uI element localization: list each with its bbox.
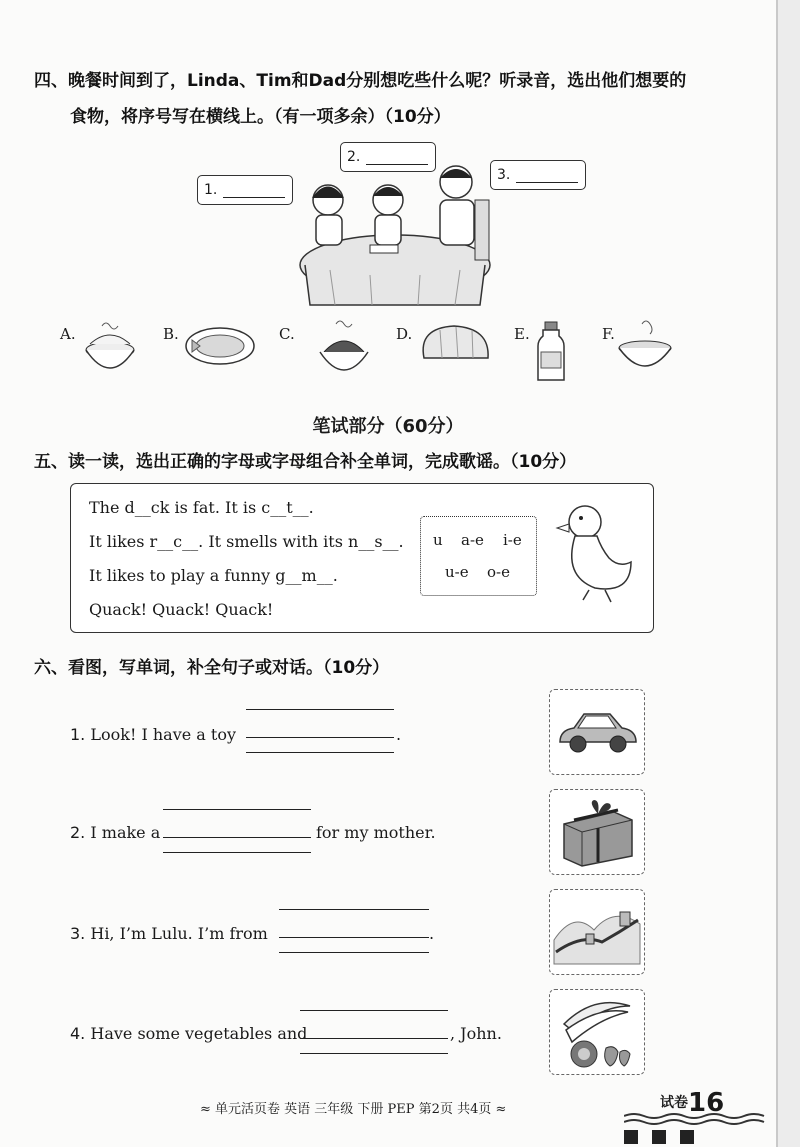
choice-u[interactable]: u: [433, 531, 443, 549]
bread-icon: [418, 318, 494, 370]
great-wall-picture: [549, 889, 645, 975]
gift-box-picture: [549, 789, 645, 875]
answer-bubble-3: [490, 160, 586, 190]
rhyme-line-2: It likes r__c__. It smells with its n__s__.: [89, 532, 404, 551]
question-1: [70, 725, 236, 744]
option-b-label: B.: [163, 325, 179, 343]
section4-heading-line2: 食物，将序号写在横线上。（有一项多余）（10分）: [70, 107, 451, 127]
choice-a-e[interactable]: a-e: [461, 531, 484, 549]
fruit-icon: [550, 990, 644, 1074]
written-part-title: 笔试部分（60分）: [312, 416, 464, 437]
option-c-label: C.: [279, 325, 295, 343]
section6-heading: 六、看图，写单词，补全句子或对话。（10分）: [34, 658, 390, 678]
question-2-end: for my mother.: [316, 823, 436, 842]
question-text: I make a: [90, 823, 161, 842]
soup-bowl-icon: [614, 318, 676, 378]
toy-car-picture: [549, 689, 645, 775]
section4-heading-line1: 四、晚餐时间到了，Linda、Tim和Dad分别想吃些什么呢？听录音，选出他们想要的: [34, 71, 687, 91]
answer-line[interactable]: [279, 937, 429, 938]
question-number: 2.: [70, 823, 86, 842]
writing-line: [163, 852, 311, 853]
writing-line: [300, 1010, 448, 1011]
gift-icon: [550, 790, 644, 874]
bubble-number: 2.: [347, 149, 361, 165]
question-1-end: .: [396, 725, 402, 744]
writing-line: [300, 1053, 448, 1054]
question-3: [70, 924, 268, 943]
choice-o-e[interactable]: o-e: [487, 563, 510, 581]
writing-line: [279, 952, 429, 953]
section5-heading: 五、读一读，选出正确的字母或字母组合补全单词，完成歌谣。（10分）: [34, 452, 577, 472]
rhyme-line-4: Quack! Quack! Quack!: [89, 600, 274, 619]
car-icon: [550, 690, 644, 774]
milk-bottle-icon: [536, 318, 566, 384]
family-dinner-illustration: [290, 160, 500, 310]
answer-line[interactable]: [246, 737, 394, 738]
bubble-number: 3.: [497, 167, 511, 183]
paper-number: 16: [688, 1088, 725, 1118]
question-4-end: , John.: [450, 1024, 502, 1043]
footer-wave-decoration: [624, 1110, 774, 1144]
page-footer: ≈ 单元活页卷 英语 三年级 下册 PEP 第2页 共4页 ≈: [200, 1102, 507, 1117]
question-2: [70, 823, 160, 842]
option-e-label: E.: [514, 325, 530, 343]
answer-line[interactable]: [300, 1038, 448, 1039]
question-text: Look! I have a toy: [90, 725, 237, 744]
rhyme-line-3: It likes to play a funny g__m__.: [89, 566, 338, 585]
rice-bowl-icon: [80, 318, 140, 382]
page-edge: [776, 0, 800, 1147]
option-d-label: D.: [396, 325, 413, 343]
choice-i-e[interactable]: i-e: [503, 531, 522, 549]
option-a-label: A.: [60, 325, 76, 343]
rhyme-line-1: The d__ck is fat. It is c__t__.: [89, 498, 314, 517]
fish-plate-icon: [184, 318, 256, 372]
question-number: 3.: [70, 924, 86, 943]
paper-label: 试卷: [660, 1095, 688, 1111]
answer-line[interactable]: [163, 837, 311, 838]
option-f-label: F.: [602, 325, 615, 343]
answer-blank[interactable]: [223, 181, 285, 198]
rhyme-box: [70, 483, 654, 633]
choice-u-e[interactable]: u-e: [445, 563, 469, 581]
writing-line: [163, 809, 311, 810]
answer-blank[interactable]: [516, 166, 578, 183]
question-number: 4.: [70, 1024, 86, 1043]
duck-icon: [555, 498, 635, 608]
great-wall-icon: [550, 890, 644, 974]
question-text: Have some vegetables and: [90, 1024, 308, 1043]
fruit-picture: [549, 989, 645, 1075]
writing-line: [246, 752, 394, 753]
noodles-bowl-icon: [314, 318, 374, 384]
question-number: 1.: [70, 725, 86, 744]
bubble-number: 1.: [204, 182, 218, 198]
question-3-end: .: [429, 924, 435, 943]
question-text: Hi, I’m Lulu. I’m from: [90, 924, 268, 943]
letter-choices-box: [420, 516, 537, 596]
writing-line: [279, 909, 429, 910]
answer-bubble-1: [197, 175, 293, 205]
question-4: [70, 1024, 307, 1043]
writing-line: [246, 709, 394, 710]
